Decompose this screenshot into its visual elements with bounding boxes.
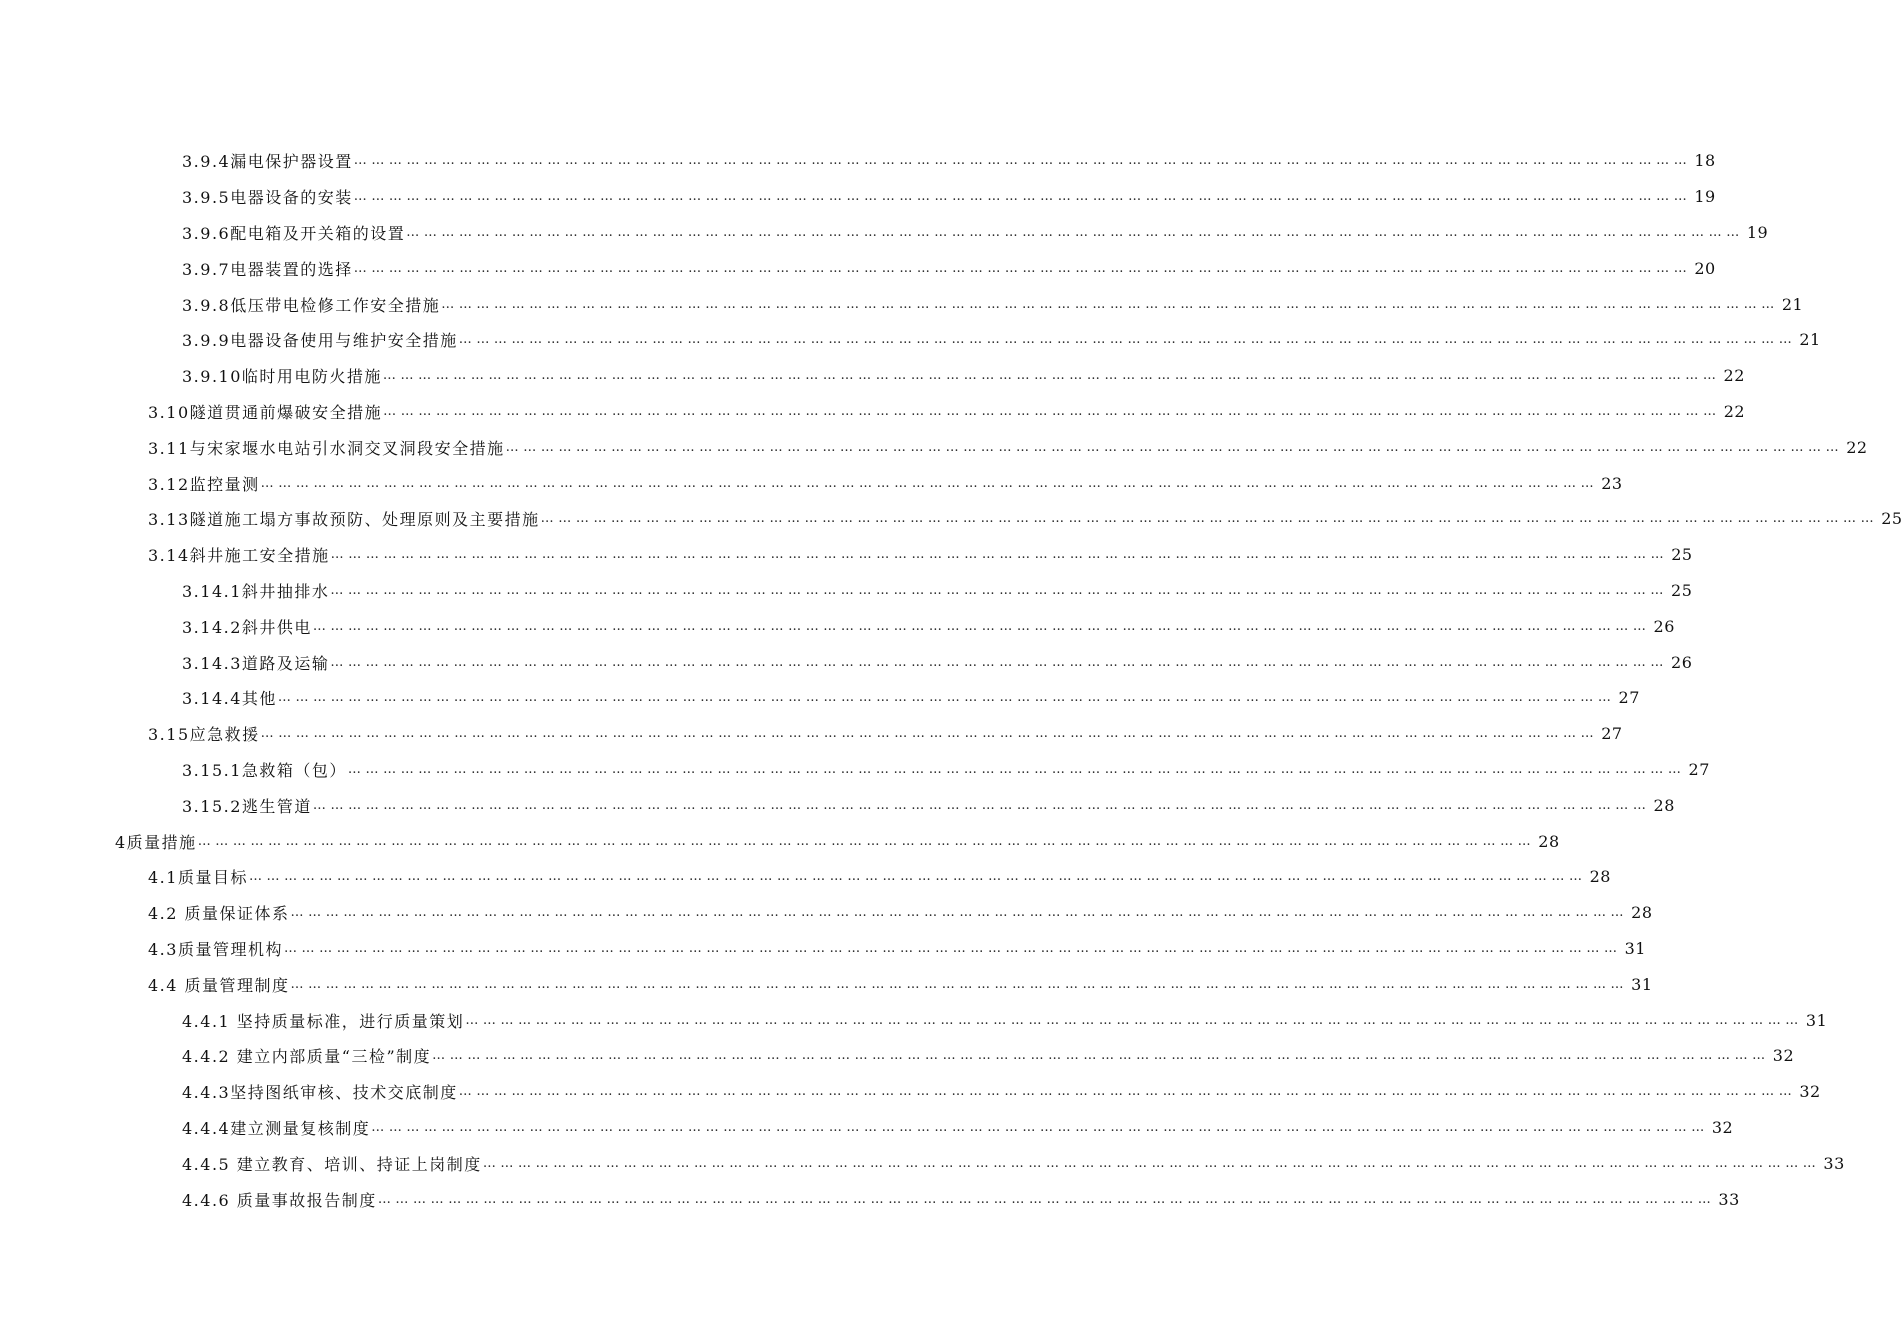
- toc-entry[interactable]: [0, 644, 1693, 680]
- toc-entry[interactable]: [0, 680, 1640, 716]
- toc-entry-title: 4.4.4建立测量复核制度: [182, 1118, 371, 1138]
- dot-leader: …………………………………………………………………………………………………………………………………………………………………………………………………………: [283, 940, 1622, 956]
- toc-entry-title: 3.9.8低压带电检修工作安全措施: [182, 295, 441, 315]
- dot-leader: …………………………………………………………………………………………………………………………………………………………………………………………………………: [432, 1048, 1770, 1064]
- toc-entry-title: 4.1质量目标: [148, 868, 248, 888]
- dot-leader: …………………………………………………………………………………………………………………………………………………………………………………………………………: [377, 1191, 1716, 1207]
- toc-page-number: 32: [1711, 1117, 1734, 1137]
- toc-page-number: 22: [1846, 437, 1868, 457]
- toc-entry-title: 3.15应急救援: [148, 725, 260, 745]
- toc-entry-title: 3.14.4其他: [182, 689, 277, 709]
- toc-entry-title: 4.4.6 质量事故报告制度: [182, 1190, 377, 1210]
- toc-entry[interactable]: [0, 143, 1716, 179]
- toc-page-number: 21: [1781, 294, 1804, 314]
- dot-leader: …………………………………………………………………………………………………………………………………………………………………………………………………………: [458, 332, 1797, 348]
- toc-entry[interactable]: [0, 1002, 1828, 1038]
- toc-page-number: 19: [1694, 187, 1716, 207]
- toc-entry[interactable]: [0, 465, 1623, 501]
- toc-page-number: 31: [1631, 974, 1653, 994]
- toc-entry-title: 4.4.1 坚持质量标准，进行质量策划: [182, 1011, 465, 1031]
- toc-entry[interactable]: [0, 358, 1745, 394]
- toc-entry[interactable]: [0, 1145, 1845, 1181]
- table-of-contents: [0, 143, 1903, 1217]
- toc-entry[interactable]: [0, 322, 1821, 358]
- dot-leader: …………………………………………………………………………………………………………………………………………………………………………………………………………: [383, 403, 1721, 419]
- toc-entry[interactable]: [0, 608, 1675, 644]
- toc-entry-title: 3.13隧道施工塌方事故预防、处理原则及主要措施: [148, 510, 540, 530]
- toc-page-number: 26: [1653, 616, 1675, 636]
- toc-entry[interactable]: [0, 752, 1710, 788]
- toc-page-number: 28: [1631, 903, 1653, 923]
- toc-entry-title: 4.2 质量保证体系: [148, 904, 290, 924]
- toc-entry[interactable]: [0, 394, 1746, 430]
- toc-page-number: 31: [1805, 1010, 1828, 1030]
- toc-page-number: 31: [1624, 938, 1646, 958]
- toc-entry-title: 3.15.1急救箱（包）: [182, 760, 347, 780]
- toc-entry-title: 4质量措施: [115, 832, 197, 852]
- toc-page-number: 25: [1671, 580, 1693, 600]
- toc-page-number: 27: [1688, 759, 1710, 779]
- toc-entry[interactable]: [0, 429, 1868, 465]
- toc-entry-title: 4.4.2 建立内部质量“三检”制度: [182, 1047, 432, 1067]
- dot-leader: …………………………………………………………………………………………………………………………………………………………………………………………………………: [406, 224, 1744, 240]
- toc-entry-title: 3.9.10临时用电防火措施: [182, 367, 382, 387]
- toc-entry[interactable]: [0, 787, 1675, 823]
- dot-leader: …………………………………………………………………………………………………………………………………………………………………………………………………………: [330, 654, 1669, 670]
- toc-entry-title: 3.14.3道路及运输: [182, 653, 330, 673]
- toc-entry[interactable]: [0, 823, 1560, 859]
- dot-leader: …………………………………………………………………………………………………………………………………………………………………………………………………………: [371, 1119, 1709, 1135]
- dot-leader: …………………………………………………………………………………………………………………………………………………………………………………………………………: [458, 1084, 1797, 1100]
- dot-leader: …………………………………………………………………………………………………………………………………………………………………………………………………………: [290, 976, 1629, 992]
- dot-leader: …………………………………………………………………………………………………………………………………………………………………………………………………………: [277, 690, 1616, 706]
- toc-entry[interactable]: [0, 1038, 1795, 1074]
- toc-entry-title: 3.10隧道贯通前爆破安全措施: [148, 402, 383, 422]
- toc-page-number: 18: [1694, 151, 1716, 171]
- toc-entry-title: 4.4 质量管理制度: [148, 975, 290, 995]
- toc-page-number: 28: [1538, 831, 1560, 851]
- toc-entry[interactable]: [0, 537, 1693, 573]
- toc-entry[interactable]: [0, 1074, 1821, 1110]
- toc-entry[interactable]: [0, 501, 1903, 537]
- toc-entry-title: 3.9.7电器装置的选择: [182, 259, 353, 279]
- toc-entry-title: 3.9.6配电箱及开关箱的设置: [182, 223, 406, 243]
- dot-leader: …………………………………………………………………………………………………………………………………………………………………………………………………………: [260, 475, 1599, 491]
- toc-entry-title: 3.12监控量测: [148, 474, 260, 494]
- dot-leader: …………………………………………………………………………………………………………………………………………………………………………………………………………: [353, 260, 1692, 276]
- toc-page-number: 22: [1723, 401, 1746, 421]
- toc-entry-title: 3.9.9电器设备使用与维护安全措施: [182, 331, 458, 351]
- toc-entry[interactable]: [0, 179, 1716, 215]
- toc-entry-title: 4.3质量管理机构: [148, 939, 283, 959]
- toc-page-number: 32: [1799, 1082, 1821, 1102]
- toc-page-number: 27: [1601, 724, 1623, 744]
- dot-leader: …………………………………………………………………………………………………………………………………………………………………………………………………………: [465, 1012, 1803, 1028]
- toc-page-number: 25: [1671, 545, 1693, 565]
- toc-page-number: 26: [1671, 652, 1693, 672]
- toc-page-number: 21: [1799, 330, 1821, 350]
- dot-leader: …………………………………………………………………………………………………………………………………………………………………………………………………………: [312, 618, 1651, 634]
- toc-entry-title: 3.14斜井施工安全措施: [148, 546, 330, 566]
- dot-leader: …………………………………………………………………………………………………………………………………………………………………………………………………………: [290, 905, 1629, 921]
- toc-entry-title: 4.4.3坚持图纸审核、技术交底制度: [182, 1083, 458, 1103]
- dot-leader: …………………………………………………………………………………………………………………………………………………………………………………………………………: [248, 869, 1587, 885]
- toc-entry[interactable]: [0, 573, 1693, 609]
- dot-leader: …………………………………………………………………………………………………………………………………………………………………………………………………………: [353, 153, 1692, 169]
- dot-leader: …………………………………………………………………………………………………………………………………………………………………………………………………………: [312, 797, 1651, 813]
- toc-entry[interactable]: [0, 250, 1716, 286]
- toc-entry-title: 3.14.2斜井供电: [182, 617, 312, 637]
- toc-entry-title: 3.14.1斜井抽排水: [182, 581, 330, 601]
- toc-entry-title: 3.9.4漏电保护器设置: [182, 152, 353, 172]
- toc-entry[interactable]: [0, 931, 1646, 967]
- dot-leader: …………………………………………………………………………………………………………………………………………………………………………………………………………: [260, 726, 1599, 742]
- toc-page-number: 27: [1618, 688, 1640, 708]
- dot-leader: …………………………………………………………………………………………………………………………………………………………………………………………………………: [482, 1155, 1821, 1171]
- dot-leader: …………………………………………………………………………………………………………………………………………………………………………………………………………: [505, 439, 1844, 455]
- toc-page-number: 28: [1589, 867, 1611, 887]
- dot-leader: …………………………………………………………………………………………………………………………………………………………………………………………………………: [330, 582, 1669, 598]
- toc-page-number: 22: [1723, 366, 1745, 386]
- toc-entry[interactable]: [0, 1110, 1734, 1146]
- toc-page-number: 33: [1718, 1189, 1740, 1209]
- toc-entry[interactable]: [0, 286, 1804, 322]
- toc-page-number: 32: [1772, 1046, 1795, 1066]
- toc-entry-title: 4.4.5 建立教育、培训、持证上岗制度: [182, 1154, 482, 1174]
- toc-page-number: 28: [1653, 795, 1675, 815]
- dot-leader: …………………………………………………………………………………………………………………………………………………………………………………………………………: [197, 833, 1536, 849]
- toc-page-number: 19: [1746, 222, 1769, 242]
- toc-page-number: 25: [1881, 509, 1903, 529]
- dot-leader: …………………………………………………………………………………………………………………………………………………………………………………………………………: [353, 189, 1692, 205]
- toc-entry-title: 3.9.5电器设备的安装: [182, 188, 353, 208]
- toc-entry[interactable]: [0, 895, 1653, 931]
- toc-entry[interactable]: [0, 859, 1611, 895]
- dot-leader: …………………………………………………………………………………………………………………………………………………………………………………………………………: [347, 761, 1686, 777]
- dot-leader: …………………………………………………………………………………………………………………………………………………………………………………………………………: [441, 296, 1779, 312]
- toc-page-number: 33: [1823, 1153, 1845, 1173]
- toc-entry[interactable]: [0, 1181, 1740, 1217]
- dot-leader: …………………………………………………………………………………………………………………………………………………………………………………………………………: [382, 368, 1721, 384]
- dot-leader: …………………………………………………………………………………………………………………………………………………………………………………………………………: [330, 547, 1669, 563]
- dot-leader: …………………………………………………………………………………………………………………………………………………………………………………………………………: [540, 511, 1879, 527]
- toc-entry-title: 3.11与宋家堰水电站引水洞交叉洞段安全措施: [148, 438, 505, 458]
- toc-entry[interactable]: [0, 716, 1623, 752]
- toc-page-number: 23: [1601, 473, 1623, 493]
- toc-entry[interactable]: [0, 966, 1653, 1002]
- toc-page-number: 20: [1694, 258, 1716, 278]
- toc-entry[interactable]: [0, 215, 1769, 251]
- toc-entry-title: 3.15.2逃生管道: [182, 796, 312, 816]
